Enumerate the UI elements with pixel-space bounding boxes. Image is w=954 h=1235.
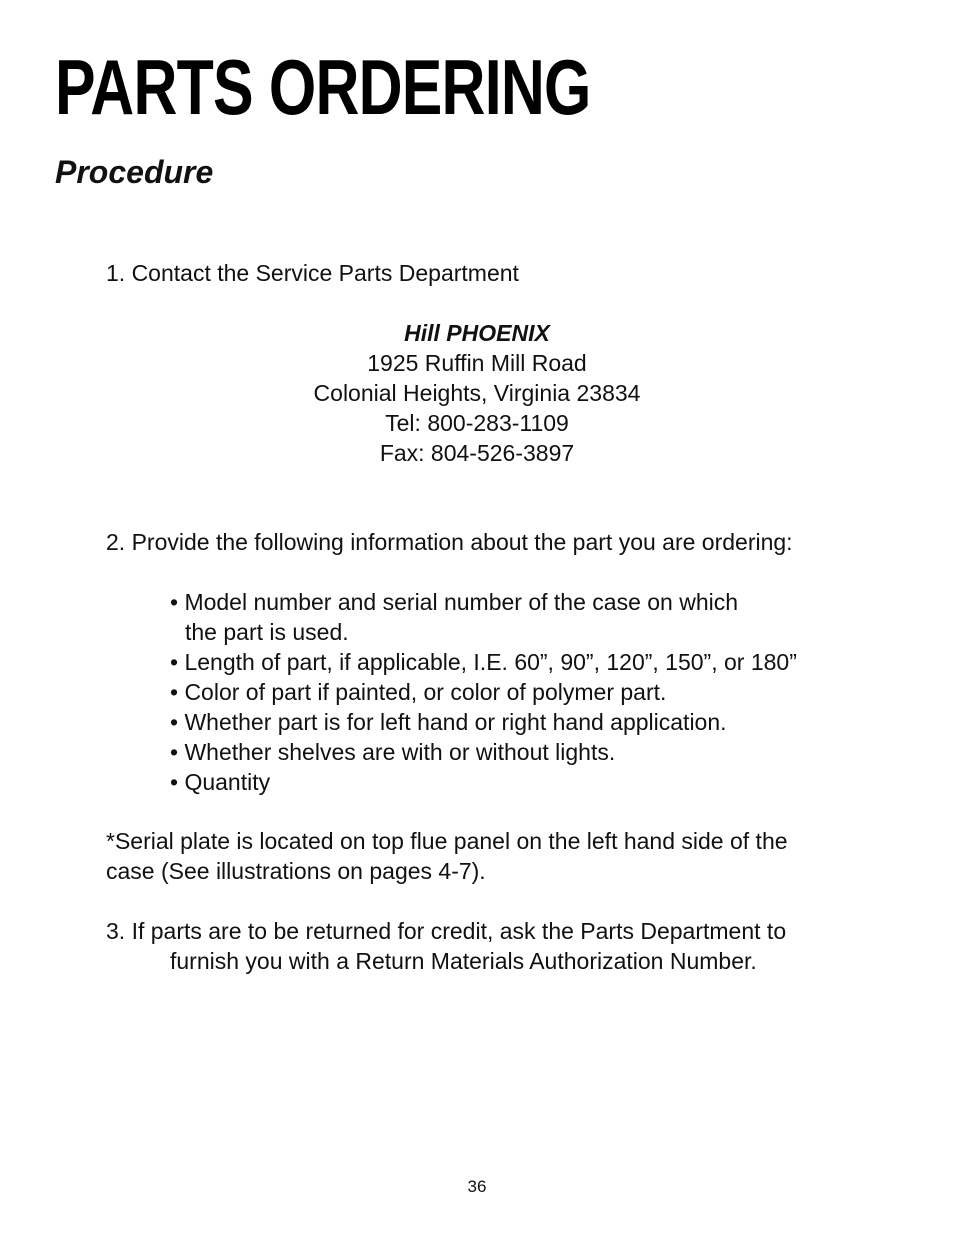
- bullet-item: • Length of part, if applicable, I.E. 60”, 90”, 120”, 150”, or 180”: [170, 649, 797, 675]
- address-street: 1925 Ruffin Mill Road: [367, 350, 587, 376]
- bullet-item: • Whether part is for left hand or right hand application.: [170, 709, 727, 735]
- note-line: case (See illustrations on pages 4-7).: [106, 858, 486, 884]
- page-number: 36: [467, 1177, 487, 1196]
- step-3-line: 3. If parts are to be returned for credit, ask the Parts Department to: [106, 918, 787, 944]
- address-fax: Fax: 804-526-3897: [379, 440, 575, 466]
- note-line: *Serial plate is located on top flue panel on the left hand side of the: [106, 828, 788, 854]
- section-subtitle: Procedure: [55, 154, 214, 190]
- address-tel: Tel: 800-283-1109: [385, 410, 569, 436]
- bullet-item: • Whether shelves are with or without lights.: [170, 739, 616, 765]
- bullet-item: • Model number and serial number of the case on which: [170, 589, 739, 615]
- bullet-item: • Quantity: [170, 769, 271, 795]
- bullet-item-continuation: the part is used.: [185, 619, 349, 645]
- address-city: Colonial Heights, Virginia 23834: [313, 380, 641, 406]
- step-2-text: 2. Provide the following information about the part you are ordering:: [106, 529, 793, 555]
- contact-address-block: [0, 318, 954, 468]
- step-1-text: 1. Contact the Service Parts Department: [106, 260, 519, 286]
- info-bullet-list: [170, 587, 797, 797]
- company-name: Hill PHOENIX: [404, 320, 550, 346]
- step-3-line: furnish you with a Return Materials Authorization Number.: [170, 948, 757, 974]
- serial-plate-note: [106, 826, 788, 886]
- page-title: PARTS ORDERING: [55, 43, 591, 131]
- bullet-item: • Color of part if painted, or color of polymer part.: [170, 679, 667, 705]
- step-3-text: [106, 916, 786, 976]
